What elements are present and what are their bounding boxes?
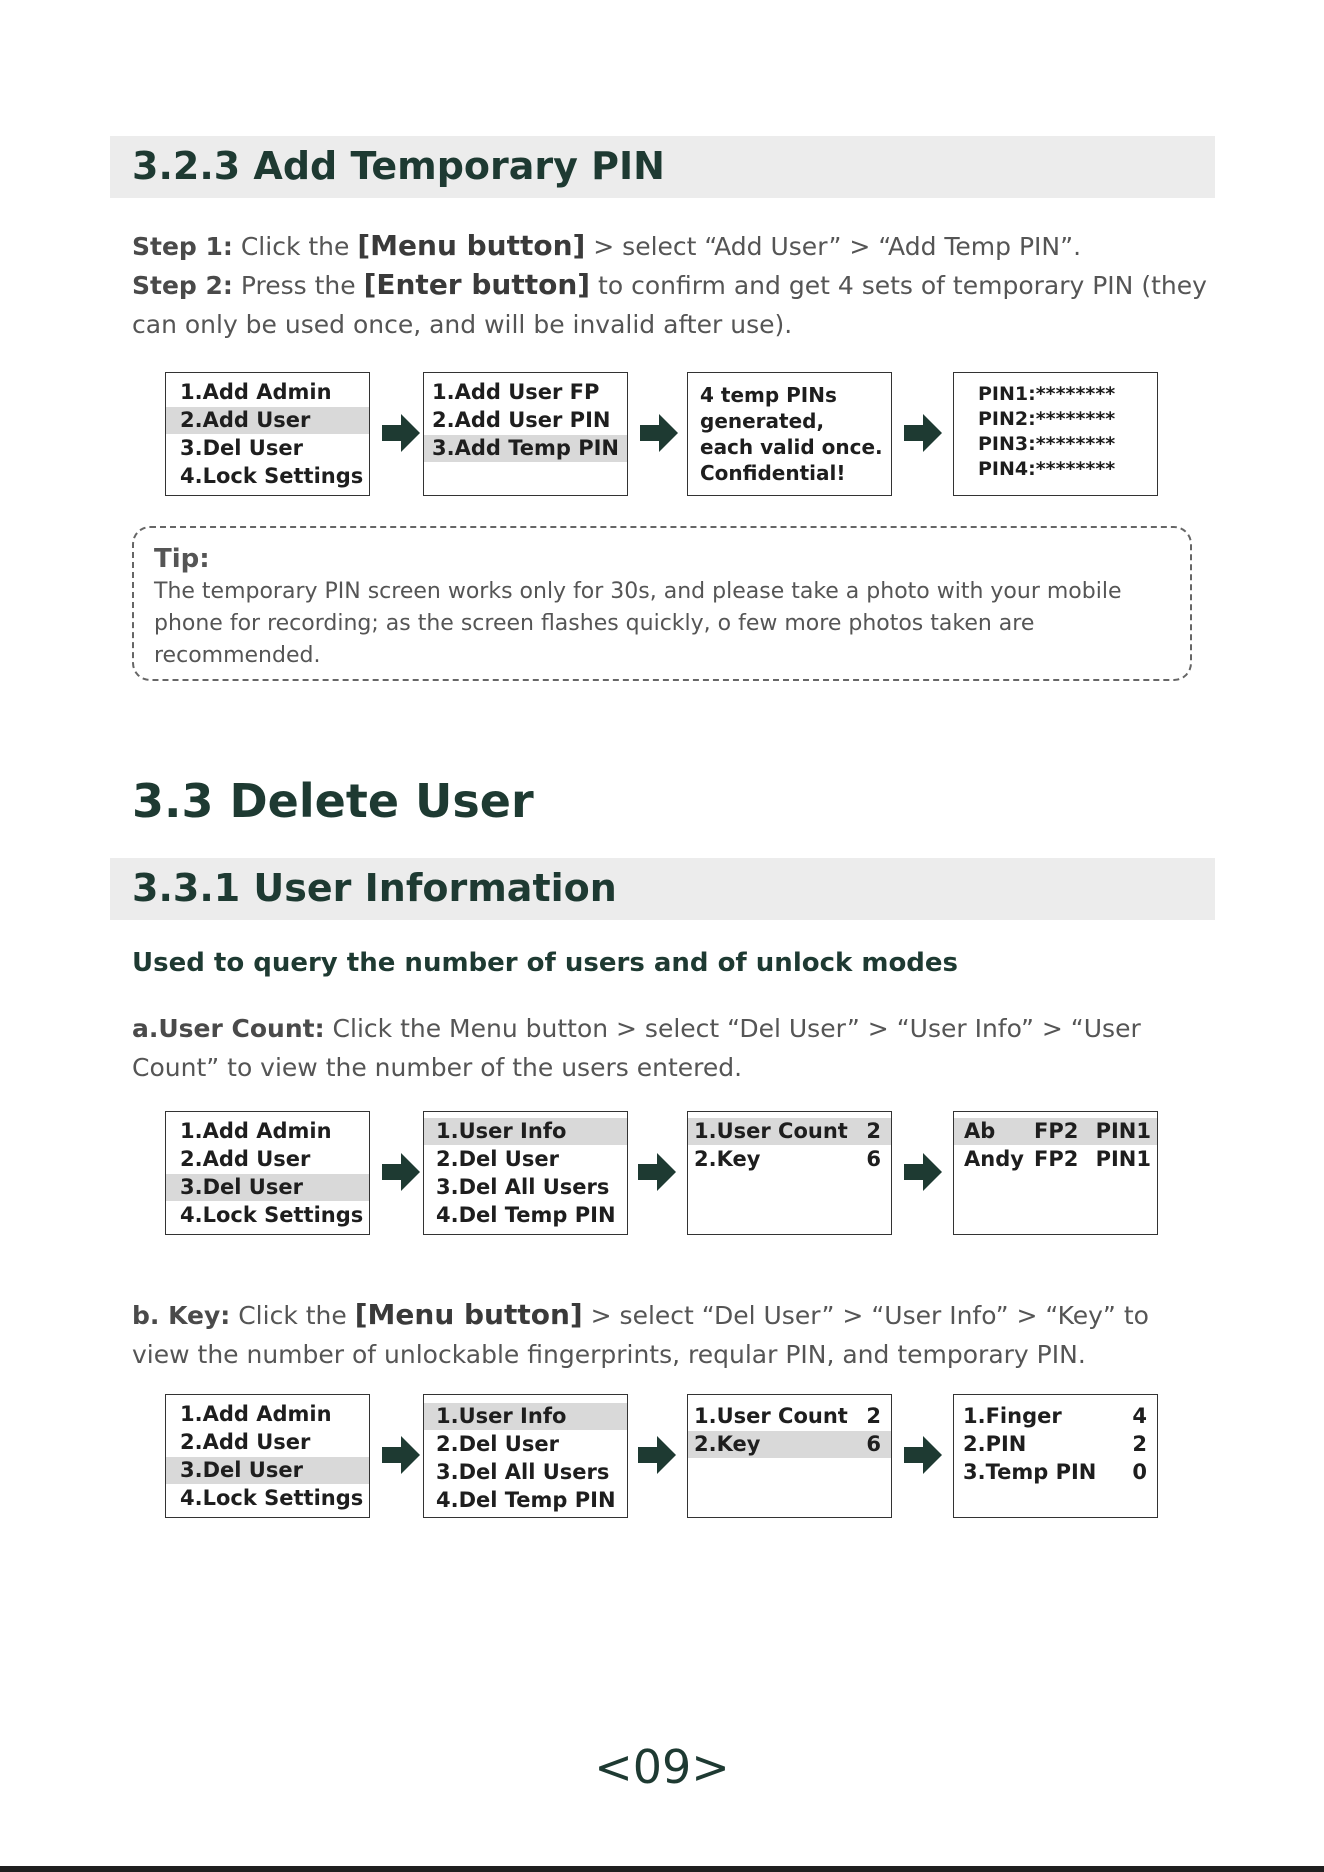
lcd-screen-del-user-menu [423, 1111, 628, 1235]
menu-button-ref: [Menu button] [357, 229, 586, 262]
info-label: 1.User Count [694, 1119, 848, 1143]
step-2-paragraph [132, 265, 1212, 344]
key-label: b. Key: [132, 1301, 231, 1330]
menu-line-selected: 1.User Info [424, 1118, 627, 1145]
key-label: 2.PIN [963, 1432, 1027, 1456]
user-pin: PIN1 [1095, 1147, 1151, 1171]
menu-line: 4.Del Temp PIN [436, 1488, 616, 1512]
info-value: 6 [866, 1147, 881, 1171]
message-line: Confidential! [700, 461, 846, 485]
pin-line: PIN1:******** [978, 383, 1116, 405]
page-bottom-border [0, 1866, 1324, 1872]
key-label: 1.Finger [963, 1404, 1062, 1428]
lcd-screen-temp-pins-generated [687, 372, 892, 496]
message-line: each valid once. [700, 435, 883, 459]
chapter-title: 3.3 Delete User [132, 774, 534, 828]
menu-line: 2.Add User PIN [432, 408, 611, 432]
section-header-band [110, 858, 1215, 920]
user-fp: FP2 [1034, 1119, 1079, 1143]
section-header-band [110, 136, 1215, 198]
menu-line: 4.Lock Settings [180, 464, 364, 488]
step-1-text: Click the [232, 232, 358, 261]
menu-line: 2.Del User [436, 1147, 559, 1171]
user-fp: FP2 [1034, 1147, 1079, 1171]
lcd-screen-user-list [953, 1111, 1158, 1235]
arrow-right-icon [640, 414, 678, 452]
user-row-selected [954, 1118, 1157, 1145]
arrow-right-icon [638, 1153, 676, 1191]
key-line [954, 1431, 1157, 1458]
arrow-right-icon [382, 1436, 420, 1474]
menu-line: 2.Add User [180, 1430, 311, 1454]
pin-line: PIN4:******** [978, 458, 1116, 480]
menu-line: 4.Lock Settings [180, 1486, 364, 1510]
info-label: 2.Key [694, 1147, 761, 1171]
tip-text: The temporary PIN screen works only for 30s, and please take a photo with your mobile phone for recording; as the screen flashes quickly, o few more photos taken are recommended. [154, 579, 1122, 668]
section-title: 3.2.3 Add Temporary PIN [132, 144, 665, 188]
arrow-right-icon [382, 1153, 420, 1191]
page-number: <09> [594, 1740, 730, 1794]
menu-line: 3.Del All Users [436, 1460, 610, 1484]
key-value: 2 [1132, 1432, 1147, 1456]
pin-line: PIN3:******** [978, 433, 1116, 455]
section-subtitle: Used to query the number of users and of unlock modes [132, 948, 959, 978]
menu-line: 4.Lock Settings [180, 1203, 364, 1227]
step-2-label: Step 2: [132, 271, 233, 300]
enter-button-ref: [Enter button] [363, 268, 591, 301]
lcd-screen-main-menu [165, 1111, 370, 1235]
lcd-screen-main-menu [165, 372, 370, 496]
info-value: 2 [866, 1119, 881, 1143]
info-label: 1.User Count [694, 1404, 848, 1428]
user-row [954, 1146, 1157, 1173]
arrow-right-icon [904, 1436, 942, 1474]
arrow-right-icon [904, 1153, 942, 1191]
lcd-screen-user-info [687, 1394, 892, 1518]
menu-button-ref: [Menu button] [354, 1298, 583, 1331]
step-1-label: Step 1: [132, 232, 233, 261]
user-name: Ab [964, 1119, 996, 1143]
pin-line: PIN2:******** [978, 408, 1116, 430]
message-line: generated, [700, 409, 825, 433]
info-line [688, 1403, 891, 1430]
menu-line: 2.Del User [436, 1432, 559, 1456]
arrow-right-icon [382, 414, 420, 452]
info-label: 2.Key [694, 1432, 761, 1456]
menu-line-selected: 3.Del User [166, 1457, 369, 1484]
menu-line: 3.Del All Users [436, 1175, 610, 1199]
arrow-right-icon [638, 1436, 676, 1474]
lcd-screen-pin-list [953, 372, 1158, 496]
menu-line: 1.Add Admin [180, 380, 332, 404]
lcd-screen-user-info [687, 1111, 892, 1235]
user-pin: PIN1 [1095, 1119, 1151, 1143]
tip-title: Tip: [154, 544, 210, 574]
key-label: 3.Temp PIN [963, 1460, 1097, 1484]
message-line: 4 temp PINs [700, 383, 837, 407]
menu-line: 1.Add User FP [432, 380, 600, 404]
menu-line: 2.Add User [180, 1147, 311, 1171]
lcd-screen-main-menu [165, 1394, 370, 1518]
tip-box [132, 526, 1192, 681]
info-value: 6 [866, 1432, 881, 1456]
step-1-paragraph [132, 226, 1212, 266]
user-count-paragraph [132, 1009, 1212, 1087]
menu-line-selected: 2.Add User [166, 407, 369, 434]
key-paragraph [132, 1295, 1212, 1374]
info-line-selected [688, 1118, 891, 1145]
step-2-text-end: to confirm and get 4 sets of temporary PIN (they can only be used once, and will be invalid after use). [132, 271, 1207, 339]
step-2-text: Press the [232, 271, 364, 300]
key-value: 4 [1132, 1404, 1147, 1428]
info-line [688, 1146, 891, 1173]
info-value: 2 [866, 1404, 881, 1428]
info-line-selected [688, 1431, 891, 1458]
menu-line-selected: 3.Del User [166, 1174, 369, 1201]
menu-line: 4.Del Temp PIN [436, 1203, 616, 1227]
user-count-text: Click the Menu button > select “Del User” > “User Info” > “User Count” to view the number of the users entered. [132, 1014, 1141, 1082]
lcd-screen-add-user-menu [423, 372, 628, 496]
lcd-screen-key-counts [953, 1394, 1158, 1518]
user-name: Andy [964, 1147, 1024, 1171]
key-line [954, 1403, 1157, 1430]
key-value: 0 [1132, 1460, 1147, 1484]
menu-line: 1.Add Admin [180, 1119, 332, 1143]
lcd-screen-del-user-menu [423, 1394, 628, 1518]
menu-line: 3.Del User [180, 436, 303, 460]
menu-line: 1.Add Admin [180, 1402, 332, 1426]
key-text-end: > select “Del User” > “User Info” > “Key” to view the number of unlockable fingerprints, reqular PIN, and temporary PIN. [132, 1301, 1149, 1369]
menu-line-selected: 3.Add Temp PIN [424, 435, 627, 462]
user-count-label: a.User Count: [132, 1014, 325, 1043]
menu-line-selected: 1.User Info [424, 1403, 627, 1430]
section-title: 3.3.1 User Information [132, 866, 617, 910]
arrow-right-icon [904, 414, 942, 452]
step-1-text-end: > select “Add User” > “Add Temp PIN”. [585, 232, 1082, 261]
key-text: Click the [230, 1301, 355, 1330]
key-line [954, 1459, 1157, 1486]
